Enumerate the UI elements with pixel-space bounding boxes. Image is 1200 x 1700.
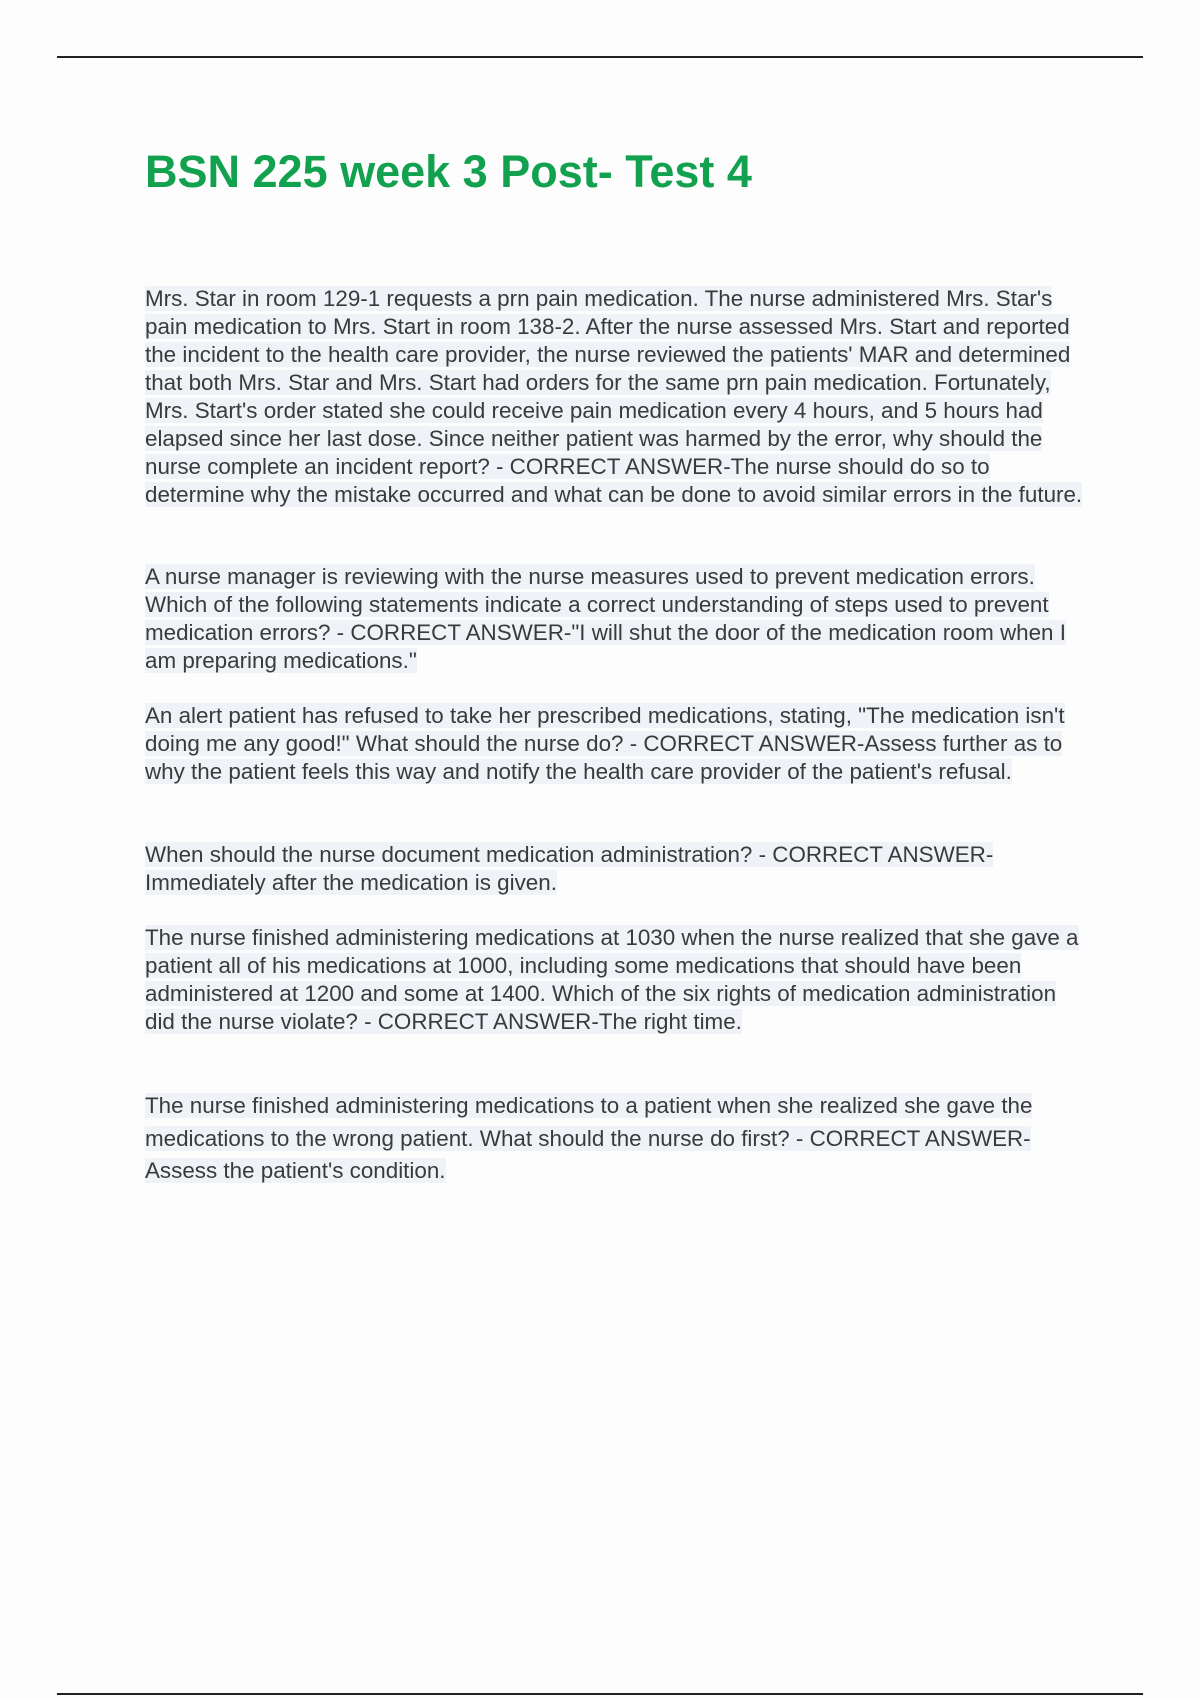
question-answer-3 xyxy=(145,702,1090,786)
question-answer-2 xyxy=(145,563,1090,675)
question-answer-1 xyxy=(145,285,1090,509)
question-answer-text: When should the nurse document medication administration? - CORRECT ANSWER-Immediately after the medication is given. xyxy=(145,842,994,895)
top-rule xyxy=(57,56,1143,58)
question-answer-text: An alert patient has refused to take her prescribed medications, stating, "The medication isn't doing me any good!" What should the nurse do? - CORRECT ANSWER-Assess further as to why the patient feels this way and notify the health care provider of the patient's refusal. xyxy=(145,703,1065,784)
bottom-rule xyxy=(57,1693,1143,1695)
question-answer-text: Mrs. Star in room 129-1 requests a prn pain medication. The nurse administered Mrs. Star's pain medication to Mrs. Start in room 138-2. After the nurse assessed Mrs. Start and reported the incident to the health care provider, the nurse reviewed the patients' MAR and determined that both Mrs. Star and Mrs. Start had orders for the same prn pain medication. Fortunately, Mrs. Start's order stated she could receive pain medication every 4 hours, and 5 hours had elapsed since her last dose. Since neither patient was harmed by the error, why should the nurse complete an incident report? - CORRECT ANSWER-The nurse should do so to determine why the mistake occurred and what can be done to avoid similar errors in the future. xyxy=(145,286,1083,507)
document-title: BSN 225 week 3 Post- Test 4 xyxy=(145,146,752,197)
question-answer-text: A nurse manager is reviewing with the nurse measures used to prevent medication errors. Which of the following statements indicate a correct understanding of steps used to prevent medication errors? - CORRECT ANSWER-"I will shut the door of the medication room when I am preparing medications." xyxy=(145,564,1066,673)
question-answer-text: The nurse finished administering medications to a patient when she realized she gave the medications to the wrong patient. What should the nurse do first? - CORRECT ANSWER-Assess the patient's condition. xyxy=(145,1093,1033,1183)
question-answer-4 xyxy=(145,841,1090,897)
question-answer-text: The nurse finished administering medications at 1030 when the nurse realized that she gave a patient all of his medications at 1000, including some medications that should have been administered at 1200 and some at 1400. Which of the six rights of medication administration did the nurse violate? - CORRECT ANSWER-The right time. xyxy=(145,925,1079,1034)
question-answer-6 xyxy=(145,1090,1090,1188)
question-answer-5 xyxy=(145,924,1090,1036)
